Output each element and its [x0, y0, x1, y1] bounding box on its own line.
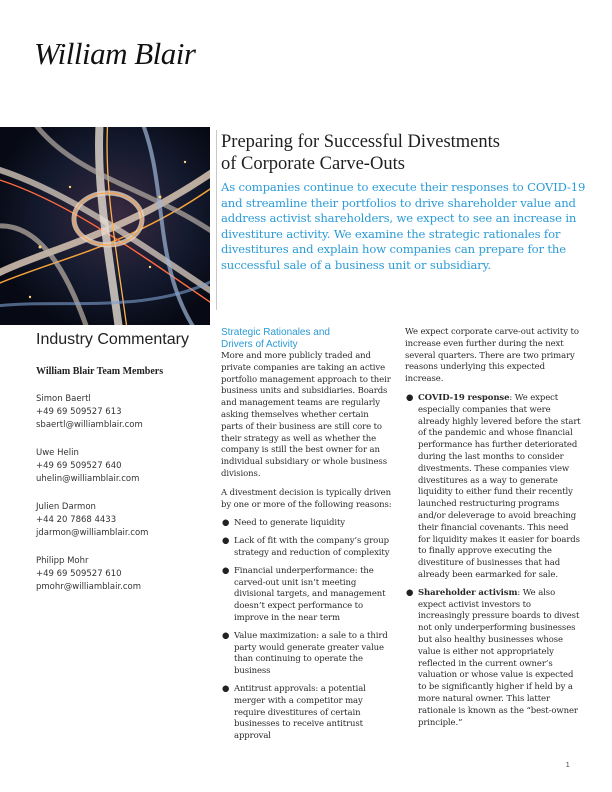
- list-item: [221, 536, 393, 560]
- member-phone: +49 69 509527 640: [36, 461, 122, 471]
- team-member-list: [36, 393, 206, 609]
- list-item-text: Financial underperformance: the carved-out unit isn’t meeting divisional targets, and management doesn’t expect performance to improve in the near term: [234, 565, 386, 623]
- vertical-divider: [216, 130, 217, 310]
- subhead-line-2: Drivers of Activity: [221, 339, 298, 350]
- list-item-text: Lack of fit with the company’s group strategy and reduction of complexity: [234, 536, 390, 558]
- body-paragraph: A divestment decision is typically driven by one or more of the following reasons:: [221, 487, 392, 510]
- list-item-text: Antitrust approvals: a potential merger with a competitor may require divestitures of certain businesses to receive antitrust approval: [234, 683, 366, 742]
- list-item-text: Need to generate liquidity: [234, 518, 345, 529]
- article-column-middle: [221, 327, 393, 749]
- member-name: Simon Baertl: [36, 394, 91, 404]
- bullet-icon: ●: [222, 536, 230, 547]
- list-item-label: Shareholder activism: [418, 587, 518, 598]
- drivers-list: [405, 393, 583, 729]
- subhead-line-1: Strategic Rationales and: [221, 327, 330, 338]
- intro-paragraph: As companies continue to execute their responses to COVID-19 and streamline their portfolios to drive shareholder value and address activist shareholders, we expect to see an increase in divestiture activity. We examine the strategic rationales for divestitures and explain how companies can prepare for the successful sale of a business unit or subsidiary.: [221, 180, 586, 272]
- column-body: [405, 327, 583, 729]
- member-email[interactable]: pmohr@williamblair.com: [36, 582, 142, 592]
- team-heading: William Blair Team Members: [36, 366, 164, 377]
- reasons-list: [221, 518, 393, 743]
- member-email[interactable]: jdarmon@williamblair.com: [36, 528, 149, 538]
- section-label: Industry Commentary: [36, 331, 189, 348]
- bullet-icon: ●: [406, 587, 414, 598]
- page-title: [221, 131, 581, 175]
- body-paragraph: We expect corporate carve-out activity to increase even further during the next several quarters. There are two primary reasons underlying this expected increase.: [405, 327, 579, 385]
- member-email[interactable]: sbaertl@williamblair.com: [36, 420, 143, 430]
- bullet-icon: ●: [406, 392, 414, 403]
- team-member: [36, 501, 206, 540]
- list-item-label: COVID-19 response: [418, 392, 510, 403]
- team-member: [36, 555, 206, 594]
- william-blair-logo: William Blair: [34, 36, 196, 71]
- member-phone: +49 69 509527 610: [36, 569, 122, 579]
- column-body: [221, 351, 393, 743]
- member-phone: +49 69 509527 613: [36, 407, 122, 417]
- hero-image-highway-interchange: [0, 127, 210, 325]
- article-column-right: [405, 327, 583, 735]
- bullet-icon: ●: [222, 565, 230, 576]
- section-subhead: [221, 327, 393, 351]
- team-member: [36, 393, 206, 432]
- member-name: Uwe Helin: [36, 448, 79, 458]
- list-item: [405, 588, 583, 730]
- bullet-icon: ●: [222, 683, 230, 694]
- list-item: [221, 631, 393, 678]
- bullet-icon: ●: [222, 630, 230, 641]
- list-item: [221, 566, 393, 625]
- title-line-2: of Corporate Carve-Outs: [221, 154, 405, 174]
- team-member: [36, 447, 206, 486]
- bullet-icon: ●: [222, 518, 230, 529]
- list-item: [221, 518, 393, 530]
- body-paragraph: More and more publicly traded and private companies are taking an active portfolio management approach to their business units and subsidiaries. Boards and management teams are regularly asking themselves whether certain parts of their business are still core to their strategy as well as whether the company is still the best owner for an individual subsidiary or whole business divisions.: [221, 351, 391, 479]
- title-line-1: Preparing for Successful Divestments: [221, 132, 500, 152]
- member-phone: +44 20 7868 4433: [36, 515, 117, 525]
- highway-interchange-illustration: [0, 127, 210, 325]
- member-name: Julien Darmon: [36, 502, 96, 512]
- list-item-text: : We expect especially companies that were already highly levered before the start of the pandemic and whose financial performance has further deteriorated during the last months to consider divestments. These companies view divestitures as a way to generate liquidity to either fund their recently launched restructuring programs and/or deleverage to avoid breaching their financial covenants. This need for liquidity makes it easier for boards to finally approve executing the divestiture of businesses that had already been earmarked for sale.: [418, 392, 581, 580]
- list-item: [221, 684, 393, 743]
- page-number: 1: [565, 761, 570, 769]
- list-item: [405, 393, 583, 582]
- member-email[interactable]: uhelin@williamblair.com: [36, 474, 140, 484]
- list-item-text: : We also expect activist investors to increasingly pressure boards to divest not only underperforming businesses but also healthy businesses whose value is either not appropriately reflected in the current owner’s valuation or whose value is expected to be significantly higher if held by a more natural owner. This latter rationale is known as the “best-owner principle.”: [418, 587, 580, 728]
- list-item-text: Value maximization: a sale to a third party would generate greater value than continuing to operate the business: [234, 630, 388, 677]
- member-name: Philipp Mohr: [36, 556, 89, 566]
